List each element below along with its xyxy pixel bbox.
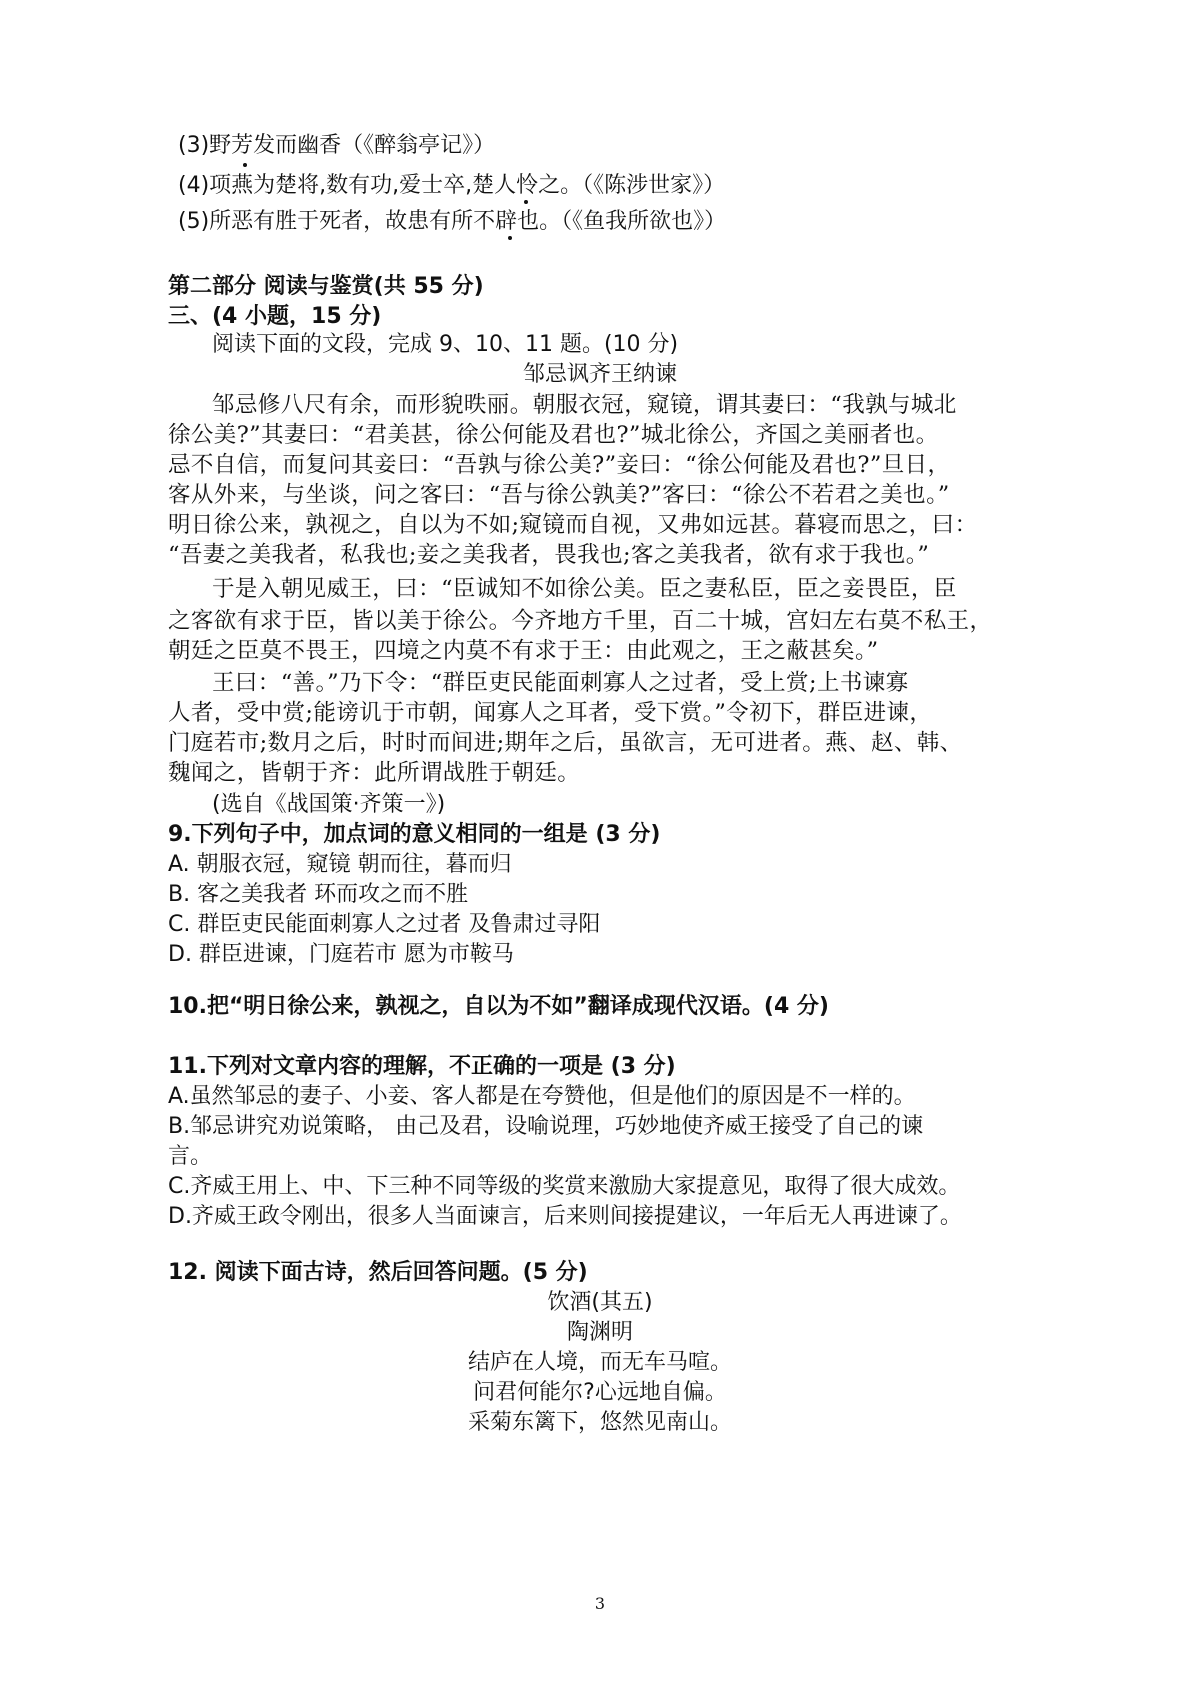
passage-line: 人者，受中赏;能谤讥于市朝，闻寡人之耳者，受下赏。”令初下，群臣进谏， <box>168 700 933 726</box>
question-12-stem: 12. 阅读下面古诗，然后回答问题。(5 分) <box>168 1260 588 1285</box>
question-9-option-d: D. 群臣进谏，门庭若市 愿为市鞍马 <box>168 942 514 967</box>
emphasis-dot <box>524 200 528 204</box>
question-11-stem: 11.下列对文章内容的理解，不正确的一项是 (3 分) <box>168 1054 676 1079</box>
question-11-option: A.虽然邹忌的妻子、小妾、客人都是在夸赞他，但是他们的原因是不一样的。 <box>168 1084 916 1109</box>
passage-line: 之客欲有求于臣，皆以美于徐公。今齐地方千里，百二十城，宫妇左右莫不私王， <box>168 608 993 634</box>
passage-intro: 阅读下面的文段，完成 9、10、11 题。(10 分) <box>212 332 679 357</box>
question-11-option: D.齐威王政令刚出，很多人当面谏言，后来则间接提建议，一年后无人再进谏了。 <box>168 1204 962 1229</box>
section-heading: 三、(4 小题，15 分) <box>168 304 382 329</box>
emphasis-dot <box>243 163 247 167</box>
passage-line: 于是入朝见威王，曰：“臣诚知不如徐公美。臣之妻私臣，臣之妾畏臣，臣 <box>212 576 957 602</box>
poem-line: 问君何能尔?心远地自偏。 <box>473 1380 727 1405</box>
passage-source: (选自《战国策·齐策一》) <box>212 792 446 817</box>
question-11-option: C.齐威王用上、中、下三种不同等级的奖赏来激励大家提意见，取得了很大成效。 <box>168 1174 961 1199</box>
passage-line: 客从外来，与坐谈，问之客曰：“吾与徐公孰美?”客曰：“徐公不若君之美也。” <box>168 482 950 508</box>
question-9-option-a: A. 朝服衣冠，窥镜 朝而往，暮而归 <box>168 852 512 877</box>
poem-line: 采菊东篱下，悠然见南山。 <box>467 1410 732 1435</box>
question-9-option-c: C. 群臣吏民能面刺寡人之过者 及鲁肃过寻阳 <box>168 912 601 937</box>
passage-line: 忌不自信，而复问其妾曰：“吾孰与徐公美?”妾曰：“徐公何能及君也?”旦日， <box>168 452 951 478</box>
passage-line: 魏闻之，皆朝于齐：此所谓战胜于朝廷。 <box>168 760 581 786</box>
passage-title: 邹忌讽齐王纳谏 <box>522 362 677 387</box>
passage-line: 朝廷之臣莫不畏王，四境之内莫不有求于王：由此观之，王之蔽甚矣。” <box>168 638 879 664</box>
question-9-stem: 9.下列句子中，加点词的意义相同的一组是 (3 分) <box>168 822 661 847</box>
passage-line: 门庭若市;数月之后，时时而间进;期年之后，虽欲言，无可进者。燕、赵、韩、 <box>168 730 963 756</box>
passage-line: 明日徐公来，孰视之，自以为不如;窥镜而自视，又弗如远甚。暮寝而思之，曰： <box>168 512 978 538</box>
passage-line: 徐公美?”其妻曰：“君美甚，徐公何能及君也?”城北徐公，齐国之美丽者也。 <box>168 422 939 448</box>
question-9-option-b: B. 客之美我者 环而攻之而不胜 <box>168 882 469 907</box>
poem-author: 陶渊明 <box>566 1320 633 1345</box>
page-number: 3 <box>594 1594 606 1613</box>
question-11-option: B.邹忌讲究劝说策略， 由己及君，设喻说理，巧妙地使齐威王接受了自己的谏 <box>168 1114 924 1139</box>
poem-title: 饮酒(其五) <box>547 1290 653 1315</box>
continuation-item-3: (3)野芳发而幽香（《醉翁亭记》） <box>178 133 496 158</box>
passage-line: 邹忌修八尺有余，而形貌昳丽。朝服衣冠，窥镜，谓其妻曰：“我孰与城北 <box>212 392 957 418</box>
continuation-item-5: (5)所恶有胜于死者，故患有所不辟也。（《鱼我所欲也》） <box>178 209 727 234</box>
question-11-option: 言。 <box>168 1144 213 1169</box>
continuation-item-4: (4)项燕为楚将,数有功,爱士卒,楚人怜之。（《陈涉世家》） <box>178 173 726 198</box>
question-10-stem: 10.把“明日徐公来，孰视之，自以为不如”翻译成现代汉语。(4 分) <box>168 994 829 1019</box>
part-heading: 第二部分 阅读与鉴赏(共 55 分) <box>168 274 484 299</box>
poem-line: 结庐在人境，而无车马喧。 <box>467 1350 732 1375</box>
passage-line: “吾妻之美我者，私我也;妾之美我者，畏我也;客之美我者，欲有求于我也。” <box>168 542 930 568</box>
emphasis-dot <box>508 236 512 240</box>
passage-line: 王曰：“善。”乃下令：“群臣吏民能面刺寡人之过者，受上赏;上书谏寡 <box>212 670 909 696</box>
